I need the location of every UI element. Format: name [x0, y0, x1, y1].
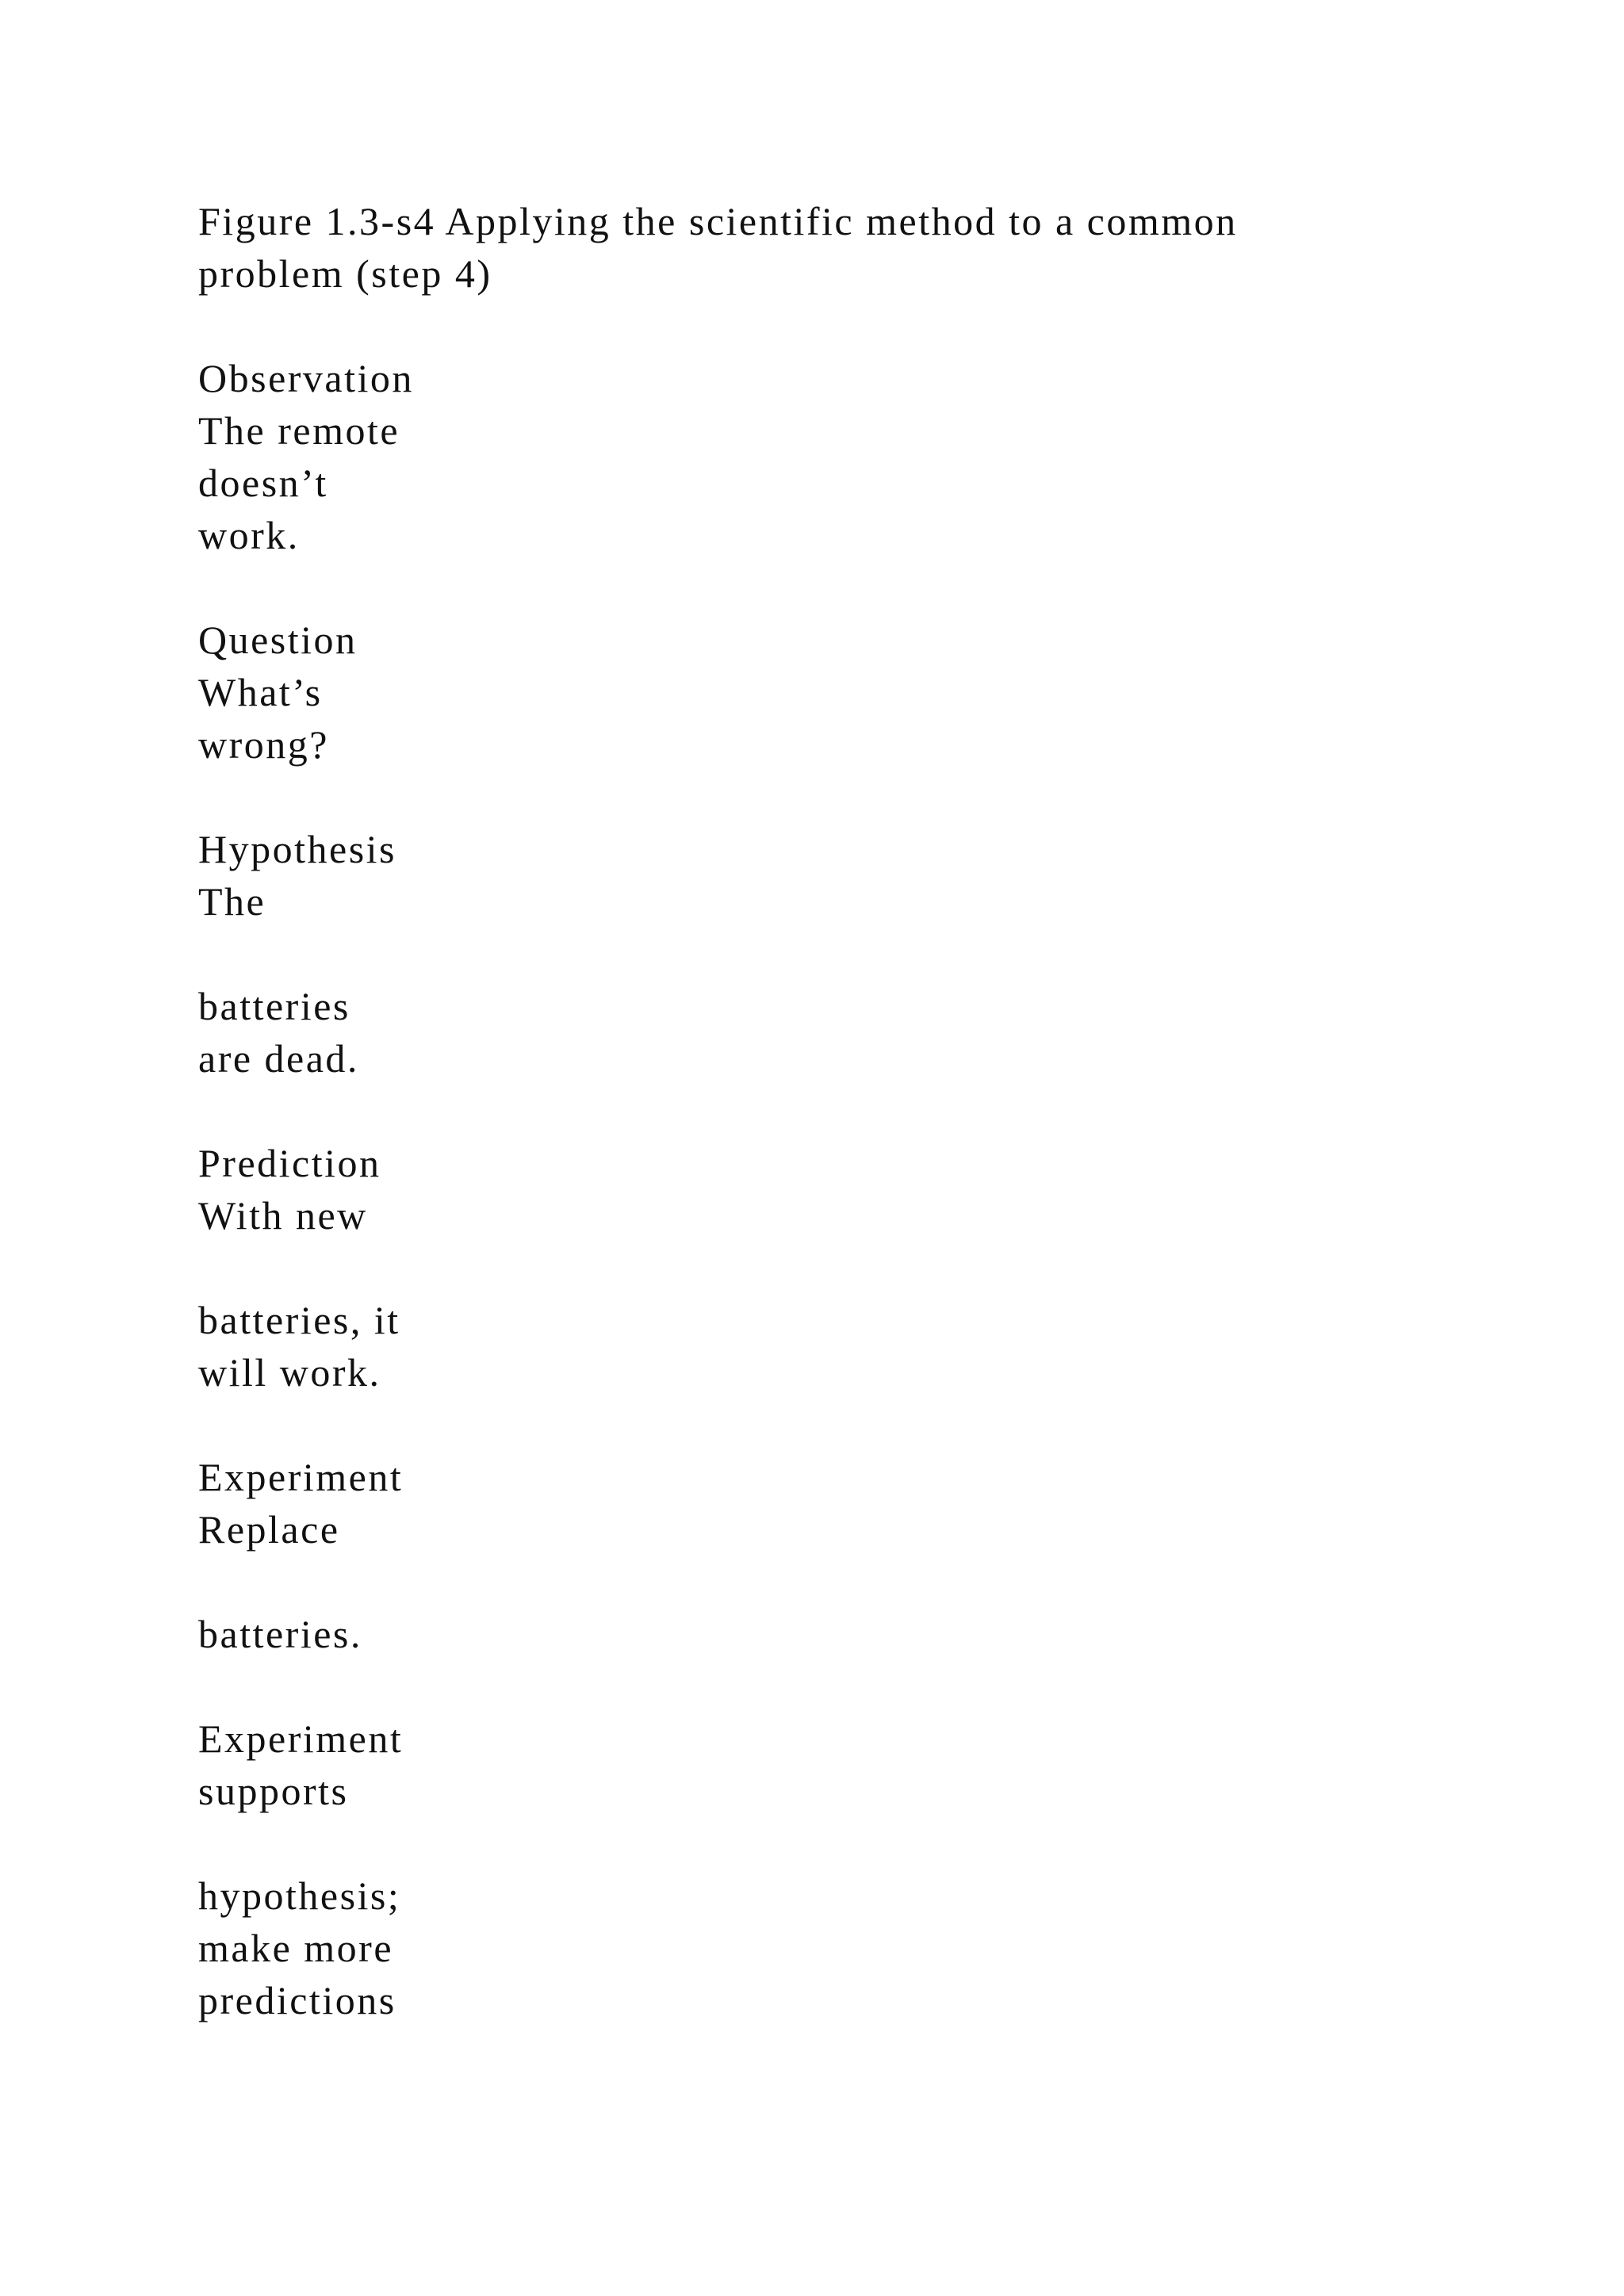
result-text: hypothesis; — [198, 1873, 401, 1918]
spacer — [198, 1242, 1435, 1294]
hypothesis-heading: Hypothesis — [198, 827, 396, 871]
document-body — [198, 195, 1435, 2026]
hypothesis-text: are dead. — [198, 1036, 359, 1081]
result-text: supports — [198, 1769, 349, 1813]
spacer — [198, 771, 1435, 823]
prediction-text: batteries, it — [198, 1298, 400, 1342]
question-heading: Question — [198, 618, 358, 662]
spacer — [198, 1085, 1435, 1137]
observation-heading: Observation — [198, 356, 414, 400]
experiment-heading: Experiment — [198, 1455, 404, 1499]
hypothesis-text: The — [198, 879, 266, 924]
spacer — [198, 561, 1435, 614]
question-text: wrong? — [198, 722, 329, 767]
observation-text: doesn’t — [198, 461, 328, 505]
prediction-text: With new — [198, 1193, 368, 1238]
spacer — [198, 1660, 1435, 1712]
result-text: predictions — [198, 1978, 396, 2022]
spacer — [198, 928, 1435, 980]
spacer — [198, 1556, 1435, 1608]
prediction-heading: Prediction — [198, 1141, 381, 1185]
question-text: What’s — [198, 670, 323, 714]
hypothesis-text: batteries — [198, 984, 350, 1028]
spacer — [198, 1817, 1435, 1869]
figure-caption-line-1: Figure 1.3-s4 Applying the scientific method to a common — [198, 199, 1238, 243]
result-heading: Experiment — [198, 1716, 404, 1761]
result-text: make more — [198, 1926, 394, 1970]
figure-caption-line-2: problem (step 4) — [198, 251, 492, 296]
experiment-text: batteries. — [198, 1612, 362, 1656]
observation-text: work. — [198, 513, 300, 557]
prediction-text: will work. — [198, 1350, 381, 1395]
spacer — [198, 300, 1435, 352]
spacer — [198, 1399, 1435, 1451]
observation-text: The remote — [198, 408, 400, 453]
experiment-text: Replace — [198, 1507, 340, 1552]
